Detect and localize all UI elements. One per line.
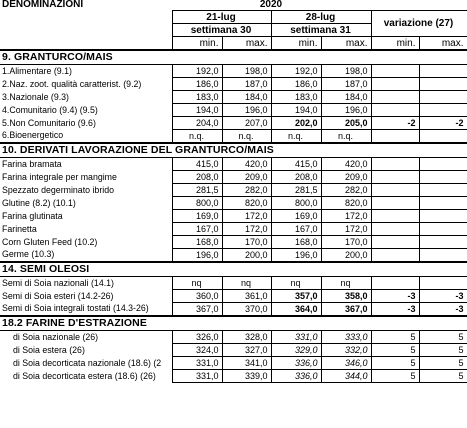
header-week2-date: 28-lug — [271, 11, 371, 24]
cell-w1max: 341,0 — [222, 357, 271, 370]
table-row — [0, 344, 467, 357]
cell-vmax — [419, 91, 467, 104]
table-row — [0, 290, 467, 303]
table-row — [0, 357, 467, 370]
cell-vmin — [371, 104, 419, 117]
header-week1-label: settimana 30 — [172, 24, 271, 37]
cell-w2max: 172,0 — [321, 223, 371, 236]
cell-w1min: 281,5 — [172, 184, 222, 197]
cell-vmin — [371, 197, 419, 210]
cell-w1min: 800,0 — [172, 197, 222, 210]
cell-w1min: 192,0 — [172, 65, 222, 78]
cell-w1max: 207,0 — [222, 117, 271, 130]
table-row — [0, 277, 467, 290]
cell-w1max: 361,0 — [222, 290, 271, 303]
cell-w2min: 202,0 — [271, 117, 321, 130]
cell-w1min: 168,0 — [172, 236, 222, 249]
row-name: Farina glutinata — [2, 210, 63, 221]
cell-vmax — [419, 130, 467, 144]
header-var-max: max. — [419, 37, 467, 51]
row-name: di Soia estera (26) — [13, 344, 85, 355]
cell-w2min: 168,0 — [271, 236, 321, 249]
cell-vmin — [371, 223, 419, 236]
cell-vmax — [419, 197, 467, 210]
section-header — [0, 262, 467, 277]
table-row — [0, 210, 467, 223]
cell-w1max: 327,0 — [222, 344, 271, 357]
table-row — [0, 303, 467, 317]
cell-w1max: 187,0 — [222, 78, 271, 91]
cell-vmax: -3 — [419, 303, 467, 317]
row-name: 1.Alimentare (9.1) — [2, 65, 72, 76]
cell-vmin: 5 — [371, 344, 419, 357]
cell-w1min: 196,0 — [172, 249, 222, 263]
cell-w1max: 172,0 — [222, 210, 271, 223]
row-name: Germe (10.3) — [2, 249, 55, 260]
cell-vmin — [371, 277, 419, 290]
cell-w2min: 196,0 — [271, 249, 321, 263]
cell-w1min: 169,0 — [172, 210, 222, 223]
row-name: Spezzato degerminato ibrido — [2, 184, 114, 195]
table-row — [0, 130, 467, 144]
cell-w1min: 208,0 — [172, 171, 222, 184]
cell-w2min: 336,0 — [271, 357, 321, 370]
cell-vmin — [371, 210, 419, 223]
cell-w1max: 282,0 — [222, 184, 271, 197]
cell-vmin — [371, 184, 419, 197]
cell-vmin — [371, 249, 419, 263]
cell-vmin — [371, 78, 419, 91]
header-year: 2020 — [259, 0, 283, 10]
cell-vmax: -2 — [419, 117, 467, 130]
header-w2-min: min. — [271, 37, 321, 51]
row-name: Semi di Soia esteri (14.2-26) — [2, 290, 114, 301]
cell-w1min: 360,0 — [172, 290, 222, 303]
row-name: Corn Gluten Feed (10.2) — [2, 236, 98, 247]
cell-w1max: n.q. — [222, 130, 271, 144]
table-row — [0, 104, 467, 117]
cell-vmax — [419, 104, 467, 117]
table-row — [0, 117, 467, 130]
cell-vmin — [371, 158, 419, 171]
cell-vmin — [371, 236, 419, 249]
cell-w1max: 198,0 — [222, 65, 271, 78]
cell-vmax — [419, 249, 467, 263]
cell-w2max: 346,0 — [321, 357, 371, 370]
cell-w2max: nq — [321, 277, 371, 290]
cell-w1min: 367,0 — [172, 303, 222, 317]
table-row — [0, 158, 467, 171]
header-row-minmax — [0, 37, 467, 51]
cell-w1min: 331,0 — [172, 357, 222, 370]
header-variation: variazione (27) — [371, 11, 467, 37]
cell-vmax — [419, 236, 467, 249]
cell-w2max: 820,0 — [321, 197, 371, 210]
row-name: di Soia nazionale (26) — [13, 331, 99, 342]
cell-w1max: 172,0 — [222, 223, 271, 236]
header-w1-min: min. — [172, 37, 222, 51]
cell-w1min: 415,0 — [172, 158, 222, 171]
header-title: DENOMINAZIONI — [2, 0, 84, 11]
cell-w2min: 415,0 — [271, 158, 321, 171]
cell-vmin: -2 — [371, 117, 419, 130]
table-row — [0, 370, 467, 383]
cell-w1max: 209,0 — [222, 171, 271, 184]
cell-vmin: 5 — [371, 370, 419, 383]
cell-vmax: 5 — [419, 331, 467, 344]
cell-vmin — [371, 91, 419, 104]
cell-w2min: 357,0 — [271, 290, 321, 303]
section-title: 18.2 FARINE D'ESTRAZIONE — [0, 316, 467, 331]
row-name: Semi di Soia integrali tostati (14.3-26) — [2, 303, 149, 314]
cell-w2max: 333,0 — [321, 331, 371, 344]
cell-w2max: 170,0 — [321, 236, 371, 249]
table-row — [0, 78, 467, 91]
header-week1-date: 21-lug — [172, 11, 271, 24]
cell-vmax: 5 — [419, 357, 467, 370]
row-name: 6.Bioenergetico — [2, 130, 64, 141]
table-row — [0, 236, 467, 249]
cell-w2min: 800,0 — [271, 197, 321, 210]
section-title: 9. GRANTURCO/MAIS — [0, 50, 467, 65]
table-row — [0, 184, 467, 197]
cell-w2max: 198,0 — [321, 65, 371, 78]
header-week2-label: settimana 31 — [271, 24, 371, 37]
row-name: Semi di Soia nazionali (14.1) — [2, 277, 114, 288]
section-header — [0, 143, 467, 158]
cell-w1min: 183,0 — [172, 91, 222, 104]
cell-w1max: 370,0 — [222, 303, 271, 317]
cell-vmin — [371, 171, 419, 184]
cell-w2max: 196,0 — [321, 104, 371, 117]
table-row — [0, 171, 467, 184]
cell-w2min: 208,0 — [271, 171, 321, 184]
section-header — [0, 316, 467, 331]
header-var-min: min. — [371, 37, 419, 51]
section-title: 10. DERIVATI LAVORAZIONE DEL GRANTURCO/MAIS — [0, 143, 467, 158]
cell-w1max: 328,0 — [222, 331, 271, 344]
cell-vmax — [419, 171, 467, 184]
cell-w2min: 329,0 — [271, 344, 321, 357]
cell-w1min: 324,0 — [172, 344, 222, 357]
cell-w1max: 420,0 — [222, 158, 271, 171]
cell-w2max: 205,0 — [321, 117, 371, 130]
cell-w2min: 186,0 — [271, 78, 321, 91]
row-name: di Soia decorticata nazionale (18.6) (2 — [13, 357, 162, 368]
cell-w2max: 282,0 — [321, 184, 371, 197]
header-row-year — [0, 0, 467, 11]
row-name: di Soia decorticata estera (18.6) (26) — [13, 370, 156, 381]
cell-w2max: 187,0 — [321, 78, 371, 91]
cell-w1max: 184,0 — [222, 91, 271, 104]
cell-w2min: 192,0 — [271, 65, 321, 78]
cell-w2max: n.q. — [321, 130, 371, 144]
cell-vmax — [419, 158, 467, 171]
cell-w2min: nq — [271, 277, 321, 290]
cell-w2max: 420,0 — [321, 158, 371, 171]
cell-w1max: 339,0 — [222, 370, 271, 383]
cell-vmin — [371, 130, 419, 144]
cell-w2min: 169,0 — [271, 210, 321, 223]
cell-w2max: 332,0 — [321, 344, 371, 357]
cell-w1max: 200,0 — [222, 249, 271, 263]
cell-vmax — [419, 65, 467, 78]
cell-vmin: 5 — [371, 331, 419, 344]
cell-vmax: -3 — [419, 290, 467, 303]
row-name: Farina integrale per mangime — [2, 171, 117, 182]
cell-w1max: 196,0 — [222, 104, 271, 117]
cell-vmin: -3 — [371, 290, 419, 303]
cell-vmax: 5 — [419, 370, 467, 383]
cell-w1min: 204,0 — [172, 117, 222, 130]
cell-vmin: -3 — [371, 303, 419, 317]
section-title: 14. SEMI OLEOSI — [0, 262, 467, 277]
cell-vmax: 5 — [419, 344, 467, 357]
row-name: Farinetta — [2, 223, 37, 234]
cell-w2min: 331,0 — [271, 331, 321, 344]
cell-w1max: 170,0 — [222, 236, 271, 249]
row-name: 2.Naz. zoot. qualità caratterist. (9.2) — [2, 78, 142, 89]
cell-vmax — [419, 78, 467, 91]
cell-w2min: 167,0 — [271, 223, 321, 236]
section-header — [0, 50, 467, 65]
cell-w2max: 209,0 — [321, 171, 371, 184]
cell-w2max: 358,0 — [321, 290, 371, 303]
cell-vmin: 5 — [371, 357, 419, 370]
cell-w2max: 367,0 — [321, 303, 371, 317]
table-row — [0, 197, 467, 210]
cell-w2max: 172,0 — [321, 210, 371, 223]
row-name: Farina bramata — [2, 158, 62, 169]
table-row — [0, 65, 467, 78]
cell-w2min: 281,5 — [271, 184, 321, 197]
row-name: Glutine (8.2) (10.1) — [2, 197, 76, 208]
header-w1-max: max. — [222, 37, 271, 51]
row-name: 5.Non Comunitario (9.6) — [2, 117, 96, 128]
cell-w1min: 331,0 — [172, 370, 222, 383]
table-row — [0, 91, 467, 104]
cell-w2min: 364,0 — [271, 303, 321, 317]
cell-vmax — [419, 184, 467, 197]
cell-w2min: 336,0 — [271, 370, 321, 383]
cell-w1min: nq — [172, 277, 222, 290]
cell-w2min: n.q. — [271, 130, 321, 144]
cell-w2max: 184,0 — [321, 91, 371, 104]
cell-vmin — [371, 65, 419, 78]
cell-w1max: 820,0 — [222, 197, 271, 210]
cell-w2max: 200,0 — [321, 249, 371, 263]
cell-w2min: 183,0 — [271, 91, 321, 104]
row-name: 3.Nazionale (9.3) — [2, 91, 69, 102]
table-row — [0, 223, 467, 236]
header-w2-max: max. — [321, 37, 371, 51]
cell-vmax — [419, 210, 467, 223]
cell-w1min: 186,0 — [172, 78, 222, 91]
cell-w1max: nq — [222, 277, 271, 290]
cell-vmax — [419, 277, 467, 290]
cell-w1min: 194,0 — [172, 104, 222, 117]
cell-w1min: n.q. — [172, 130, 222, 144]
row-name: 4.Comunitario (9.4) (9.5) — [2, 104, 98, 115]
cell-w2min: 194,0 — [271, 104, 321, 117]
cell-w1min: 326,0 — [172, 331, 222, 344]
cell-w2max: 344,0 — [321, 370, 371, 383]
cell-w1min: 167,0 — [172, 223, 222, 236]
table-row — [0, 331, 467, 344]
cell-vmax — [419, 223, 467, 236]
header-row-dates — [0, 11, 467, 24]
table-row — [0, 249, 467, 263]
